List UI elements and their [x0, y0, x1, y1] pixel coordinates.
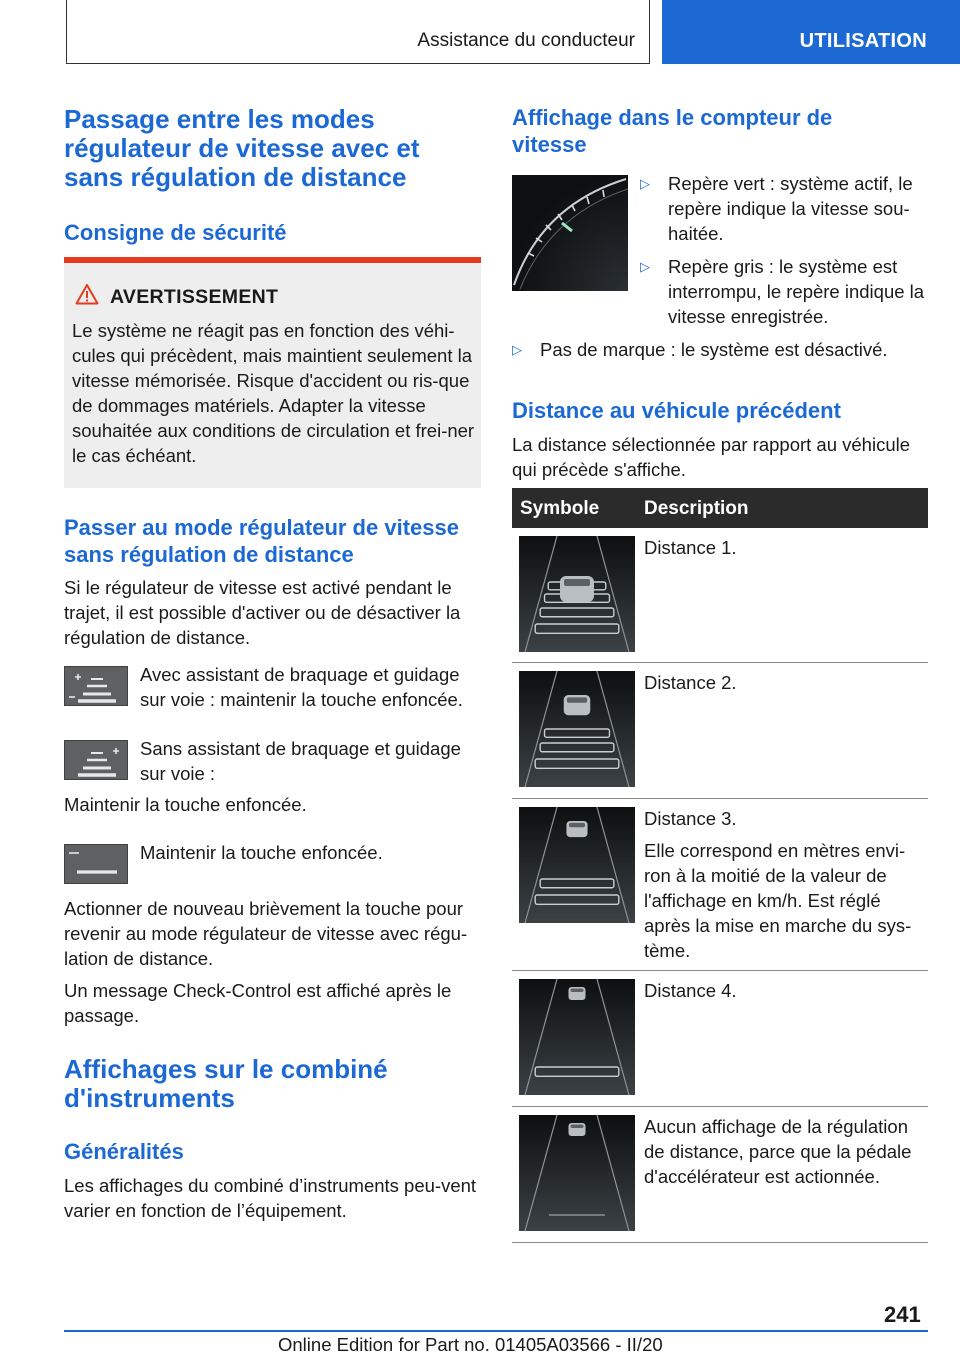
table-row — [512, 799, 928, 971]
safety-heading: Consigne de sécurité — [64, 220, 287, 245]
header-frame — [66, 0, 650, 64]
bullet-grey-marker — [640, 254, 928, 329]
distance-description-extra: Elle correspond en mètres envi-ron à la moitié de la valeur de l'affichage en km/h. Est réglé après la mise en marche du sys-tème. — [644, 840, 912, 961]
distance-button-minus-icon — [64, 844, 128, 884]
option-steering-assist: Avec assistant de braquage et guidage sur voie : maintenir la touche enfoncée. — [140, 664, 463, 710]
distance-symbol-image — [519, 979, 635, 1095]
displays-heading: Affichages sur le combiné d'instruments — [64, 1054, 388, 1113]
section-title: Assistance du conducteur — [417, 30, 635, 51]
distance-description: Distance 1. — [644, 537, 737, 558]
bullet-no-marker-text: Pas de marque : le système est désactivé. — [540, 339, 888, 360]
general-text: Les affichages du combiné d’instruments peu-vent varier en fonction de l’équipement. — [64, 1175, 477, 1221]
table-row — [512, 971, 928, 1107]
bullet-triangle-icon: ▷ — [640, 259, 650, 274]
table-row — [512, 528, 928, 663]
general-heading: Généralités — [64, 1139, 184, 1164]
warning-bar — [64, 257, 481, 263]
speedometer-image — [512, 175, 628, 291]
warning-triangle-icon — [75, 283, 99, 305]
speedometer-heading: Affichage dans le compteur de vitesse — [512, 105, 833, 157]
distance-symbol-image — [519, 536, 635, 652]
option-hold: Maintenir la touche enfoncée. — [140, 842, 383, 863]
option-no-steering-assist: Sans assistant de braquage et guidage sur voie : — [140, 738, 461, 784]
check-control-text: Un message Check-Control est affiché après le passage. — [64, 980, 452, 1026]
distance-description: Distance 4. — [644, 980, 737, 1001]
section-title-mode-switch: Passage entre les modes régulateur de vitesse avec et sans régulation de distance — [64, 104, 420, 192]
distance-symbol-image — [519, 807, 635, 923]
page-number: 241 — [884, 1302, 921, 1327]
table-row — [512, 663, 928, 799]
bullet-triangle-icon: ▷ — [512, 342, 522, 357]
table-header — [512, 488, 928, 528]
switch-heading: Passer au mode régulateur de vitesse sans régulation de distance — [64, 515, 459, 567]
col-symbol: Symbole — [520, 498, 600, 519]
footer-edition: Online Edition for Part no. 01405A03566 - II/20 — [278, 1334, 663, 1355]
bullet-triangle-icon: ▷ — [640, 176, 650, 191]
bullet-green-marker — [640, 171, 928, 246]
distance-button-icon — [64, 740, 128, 780]
distance-text: La distance sélectionnée par rapport au véhicule qui précède s'affiche. — [512, 434, 911, 480]
distance-description: Aucun affichage de la régulation de distance, parce que la pédale d'accélérateur est actionnée. — [644, 1116, 912, 1187]
distance-heading: Distance au véhicule précédent — [512, 398, 841, 423]
switch-text: Si le régulateur de vitesse est activé pendant le trajet, il est possible d'activer ou de désactiver la régulation de distance. — [64, 577, 461, 648]
table-row — [512, 1107, 928, 1243]
chapter-tab-label: UTILISATION — [799, 29, 927, 52]
distance-description: Distance 3. — [644, 808, 737, 829]
bullet-no-marker — [512, 337, 928, 362]
warning-box — [64, 257, 481, 488]
distance-symbol-image — [519, 1115, 635, 1231]
distance-symbol-image — [519, 671, 635, 787]
distance-description: Distance 2. — [644, 672, 737, 693]
col-description: Description — [644, 498, 749, 519]
hold-button-text: Maintenir la touche enfoncée. — [64, 794, 307, 815]
bullet-green-text: Repère vert : système actif, le repère indique la vitesse sou-haitée. — [668, 173, 913, 244]
footer-rule — [64, 1330, 928, 1332]
warning-text: Le système ne réagit pas en fonction des véhi-cules qui précèdent, mais maintient seulement la vitesse mémorisée. Risque d'accident ou ris-que de dommages matériels. Adapter la vitesse souhaitée aux conditions de circulation et frei-ner le cas échéant. — [72, 320, 475, 466]
warning-title: AVERTISSEMENT — [110, 286, 279, 308]
bullet-grey-text: Repère gris : le système est interrompu, le repère indique la vitesse enregistrée. — [668, 256, 925, 327]
chapter-tab[interactable] — [662, 0, 960, 64]
return-text: Actionner de nouveau brièvement la touche pour revenir au mode régulateur de vitesse avec régu-lation de distance. — [64, 898, 468, 969]
distance-button-steering-icon — [64, 666, 128, 706]
